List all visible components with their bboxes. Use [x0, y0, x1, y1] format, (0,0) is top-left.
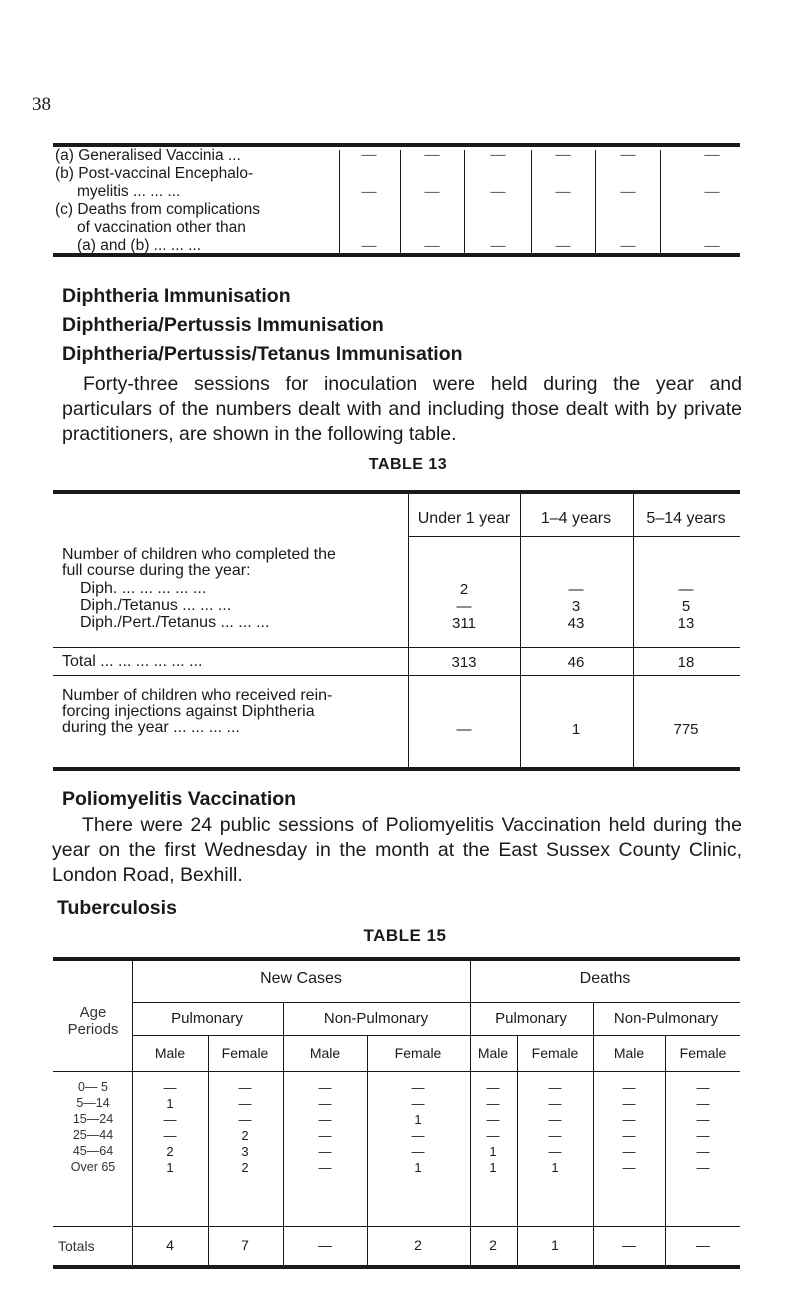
table-cell: — — [490, 147, 506, 163]
table-cell: 1 — [414, 1112, 422, 1127]
table-cell: 13 — [677, 615, 695, 632]
table-cell: — — [411, 1080, 425, 1095]
header-rule — [132, 1002, 740, 1003]
intro-paragraph: Forty-three sessions for inoculation were held during the year and particulars of the numbers dealt with and including those dealt with by private practitioners, are shown in the following table. — [62, 373, 742, 445]
row-label-diph: Diph. ... ... ... ... ... — [80, 580, 207, 597]
table-cell: — — [163, 1128, 177, 1143]
table-cell: — — [555, 184, 571, 200]
table-cell: — — [622, 1160, 636, 1175]
male-header: Male — [477, 1045, 509, 1061]
table-cell: — — [704, 147, 720, 163]
female-header: Female — [394, 1045, 442, 1061]
table-cell: — — [696, 1160, 710, 1175]
table-cell: — — [696, 1112, 710, 1127]
male-header: Male — [154, 1045, 186, 1061]
vaccinia-row-c-label: (c) Deaths from complications of vaccination other than (a) and (b) ... ... ... — [55, 201, 261, 254]
pulmonary-header: Pulmonary — [171, 1010, 243, 1027]
table-cell: — — [318, 1096, 332, 1111]
table-top-rule — [53, 957, 740, 961]
table-cell: — — [704, 238, 720, 254]
new-cases-header: New Cases — [260, 970, 342, 987]
table-cell: 2 — [414, 1237, 422, 1253]
table-cell: — — [238, 1112, 252, 1127]
column-divider — [595, 150, 596, 254]
table-cell: — — [490, 184, 506, 200]
table-cell: — — [622, 1237, 636, 1253]
table-cell: — — [361, 238, 377, 254]
table-cell: — — [456, 721, 472, 738]
column-divider — [464, 150, 465, 254]
table-cell: 3 — [571, 598, 581, 615]
table-cell: — — [622, 1144, 636, 1159]
table-cell: 1 — [571, 721, 581, 738]
table-cell: — — [424, 238, 440, 254]
female-header: Female — [531, 1045, 579, 1061]
table-cell: — — [704, 184, 720, 200]
non-pulmonary-header: Non-Pulmonary — [613, 1010, 719, 1027]
heading-diphtheria-pertussis-tetanus: Diphtheria/Pertussis/Tetanus Immunisation — [62, 343, 463, 365]
column-divider — [470, 961, 471, 1265]
row-rule — [53, 675, 740, 676]
table-cell: — — [548, 1128, 562, 1143]
column-divider — [633, 494, 634, 767]
table-cell: 1 — [414, 1160, 422, 1175]
table-cell: 4 — [166, 1237, 174, 1253]
table-cell: — — [238, 1096, 252, 1111]
table-cell: — — [620, 238, 636, 254]
table-cell: — — [486, 1112, 500, 1127]
heading-diphtheria: Diphtheria Immunisation — [62, 285, 291, 307]
table-cell: 1 — [489, 1160, 497, 1175]
table-cell: — — [411, 1128, 425, 1143]
female-header: Female — [221, 1045, 269, 1061]
age-period-label: 0— 5 — [78, 1080, 108, 1094]
table-cell: — — [361, 147, 377, 163]
table-cell: — — [696, 1144, 710, 1159]
female-header: Female — [679, 1045, 727, 1061]
table-cell: 1 — [166, 1096, 174, 1111]
table-cell: — — [318, 1080, 332, 1095]
heading-poliomyelitis: Poliomyelitis Vaccination — [62, 788, 297, 810]
table-cell: 775 — [673, 721, 699, 738]
age-periods-header: Age Periods — [67, 1004, 119, 1038]
column-divider — [660, 150, 661, 254]
table-cell: — — [163, 1112, 177, 1127]
age-period-label: 45—64 — [72, 1144, 114, 1158]
age-period-label: Over 65 — [70, 1160, 116, 1174]
pulmonary-header: Pulmonary — [495, 1010, 567, 1027]
table-cell: 43 — [567, 615, 585, 632]
table-cell: — — [318, 1128, 332, 1143]
column-divider — [132, 961, 133, 1265]
table-cell: 2 — [489, 1237, 497, 1253]
table-cell: — — [411, 1096, 425, 1111]
table-cell: — — [548, 1096, 562, 1111]
table-cell: — — [622, 1096, 636, 1111]
table-cell: — — [696, 1237, 710, 1253]
table-cell: 1 — [489, 1144, 497, 1159]
table-cell: — — [622, 1128, 636, 1143]
vaccinia-row-b-label: (b) Post-vaccinal Encephalo- myelitis ... ... ... — [55, 165, 254, 200]
vaccinia-row-a-label: (a) Generalised Vaccinia ... — [55, 147, 241, 164]
table-cell: 2 — [459, 581, 469, 598]
table-bottom-rule — [53, 1265, 740, 1269]
table-cell: — — [361, 184, 377, 200]
completed-course-label: Number of children who completed the full course during the year: — [62, 546, 336, 579]
age-period-label: 15—24 — [72, 1112, 114, 1126]
table-cell: — — [318, 1237, 332, 1253]
table-cell: — — [163, 1080, 177, 1095]
male-header: Male — [309, 1045, 341, 1061]
table13-title: TABLE 13 — [368, 456, 448, 473]
table-cell: — — [696, 1128, 710, 1143]
column-header: 1–4 years — [540, 510, 612, 527]
table-cell: — — [555, 147, 571, 163]
column-divider — [520, 494, 521, 767]
table15-title: TABLE 15 — [363, 926, 447, 945]
table-cell: — — [424, 147, 440, 163]
column-divider — [531, 150, 532, 254]
table-cell: — — [490, 238, 506, 254]
table-cell: — — [411, 1144, 425, 1159]
row-label-diph-tetanus: Diph./Tetanus ... ... ... — [80, 597, 232, 614]
table-cell: — — [318, 1144, 332, 1159]
heading-tuberculosis: Tuberculosis — [57, 897, 177, 919]
table-cell: — — [486, 1080, 500, 1095]
reinforcing-label: Number of children who received rein- forcing injections against Diphtheria during the year ... ... ... ... — [62, 687, 333, 736]
column-divider — [665, 1035, 666, 1265]
page-number: 38 — [32, 94, 51, 115]
table-cell: — — [548, 1144, 562, 1159]
column-divider — [400, 150, 401, 254]
table-cell: 1 — [551, 1160, 559, 1175]
column-divider — [367, 1035, 368, 1265]
table-cell: 2 — [241, 1160, 249, 1175]
table-cell: — — [622, 1112, 636, 1127]
table-bottom-rule — [53, 767, 740, 771]
table-cell: — — [696, 1080, 710, 1095]
totals-rule — [53, 1226, 740, 1227]
column-header: Under 1 year — [417, 510, 511, 527]
table-cell: 311 — [452, 615, 476, 632]
column-divider — [517, 1035, 518, 1265]
table-cell: — — [318, 1160, 332, 1175]
column-divider — [208, 1035, 209, 1265]
table-cell: 2 — [166, 1144, 174, 1159]
table-cell: 3 — [241, 1144, 249, 1159]
table-cell: — — [622, 1080, 636, 1095]
age-period-label: 5—14 — [76, 1096, 110, 1110]
table-cell: — — [456, 598, 472, 615]
deaths-header: Deaths — [579, 970, 631, 987]
header-rule — [132, 1035, 740, 1036]
table-cell: — — [318, 1112, 332, 1127]
table-cell: — — [620, 147, 636, 163]
male-header: Male — [613, 1045, 645, 1061]
table-cell: 313 — [451, 654, 477, 671]
totals-label: Totals — [58, 1238, 95, 1254]
table-cell: 7 — [241, 1237, 249, 1253]
table-cell: — — [424, 184, 440, 200]
table-cell: 18 — [677, 654, 695, 671]
header-rule — [408, 536, 740, 537]
column-divider — [339, 150, 340, 254]
table-cell: — — [548, 1112, 562, 1127]
table-top-rule — [53, 490, 740, 494]
table-cell: 1 — [166, 1160, 174, 1175]
header-rule — [53, 1071, 740, 1072]
table-cell: 5 — [681, 598, 691, 615]
table-cell: 1 — [551, 1237, 559, 1253]
row-rule — [53, 647, 740, 648]
heading-diphtheria-pertussis: Diphtheria/Pertussis Immunisation — [62, 314, 384, 336]
table-cell: — — [548, 1080, 562, 1095]
table-cell: — — [555, 238, 571, 254]
column-divider — [408, 494, 409, 767]
table-cell: — — [486, 1096, 500, 1111]
table-cell: 2 — [241, 1128, 249, 1143]
polio-paragraph: There were 24 public sessions of Poliomyelitis Vaccination held during the year on the first Wednesday in the month at the East Sussex County Clinic, London Road, Bexhill. — [52, 814, 742, 886]
row-label-total: Total ... ... ... ... ... ... — [62, 653, 203, 670]
table-cell: — — [568, 581, 584, 598]
table-cell: — — [696, 1096, 710, 1111]
table-cell: — — [678, 581, 694, 598]
table-cell: — — [238, 1080, 252, 1095]
column-header: 5–14 years — [646, 510, 726, 527]
row-label-diph-pert-tetanus: Diph./Pert./Tetanus ... ... ... — [80, 614, 270, 631]
table-cell: — — [620, 184, 636, 200]
table-cell: — — [486, 1128, 500, 1143]
age-period-label: 25—44 — [72, 1128, 114, 1142]
table-cell: 46 — [567, 654, 585, 671]
non-pulmonary-header: Non-Pulmonary — [323, 1010, 429, 1027]
